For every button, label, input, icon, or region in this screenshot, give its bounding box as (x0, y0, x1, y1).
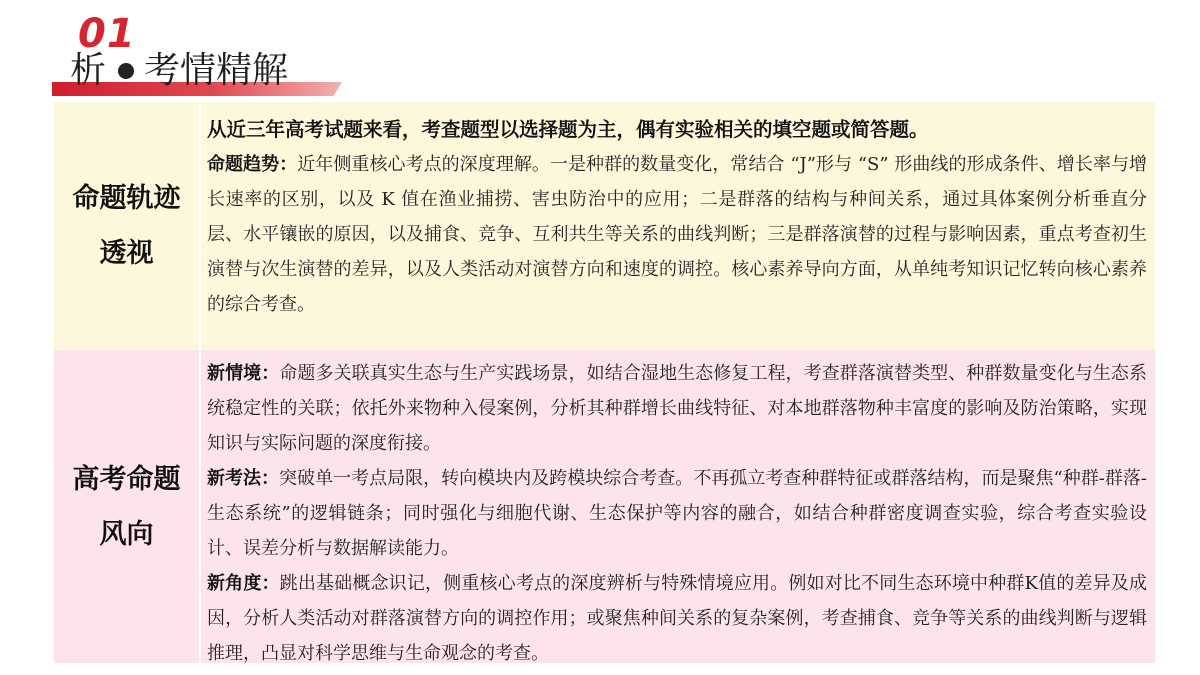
paragraph-text: 命题多关联真实生态与生产实践场景，如结合湿地生态修复工程，考查群落演替类型、种群数量变化与生态系统稳定性的关联；依托外来物种入侵案例，分析其种群增长曲线特征、对本地群落物种丰富度的影响及防治策略，实现知识与实际问题的深度衔接。 (207, 363, 1148, 454)
section-title (70, 49, 288, 93)
table-row-direction (54, 350, 1155, 663)
paragraph-term: 新角度： (207, 573, 280, 594)
row-content (201, 350, 1155, 663)
paragraph-text: 突破单一考点局限，转向模块内及跨模块综合考查。不再孤立考查种群特征或群落结构，而是聚焦“种群-群落-生态系统”的逻辑链条；同时强化与细胞代谢、生态保护等内容的融合，如结合种群密度调查实验，综合考查实验设计、误差分析与数据解读能力。 (207, 468, 1147, 559)
paragraph-text: 跳出基础概念识记，侧重核心考点的深度辨析与特殊情境应用。例如对比不同生态环境中种群K值的差异及成因，分析人类活动对群落演替方向的调控作用；或聚焦种间关系的复杂案例，考查捕食、竞争等关系的曲线判断与逻辑推理，凸显对科学思维与生命观念的考查。 (207, 573, 1147, 663)
paragraph-new-angle (207, 566, 1147, 663)
paragraph-new-method (207, 461, 1147, 566)
section-title-left: 析 (70, 50, 107, 91)
paragraph-new-context (207, 356, 1147, 461)
paragraph-text: 近年侧重核心考点的深度理解。一是种群的数量变化，常结合 “J”形与 “S” 形曲线的形成条件、增长率与增长速率的区别，以及 K 值在渔业捕捞、害虫防治中的应用；二是群落的结构与种间关系，通过具体案例分析垂直分层、水平镶嵌的原因，以及捕食、竞争、互利共生等关系的曲线判断；三是群落演替的过程与影响因素，重点考查初生演替与次生演替的差异，以及人类活动对演替方向和速度的调控。核心素养导向方面，从单纯考知识记忆转向核心素养的综合考查。 (207, 154, 1147, 315)
row-label-cell (54, 102, 201, 350)
row-content (201, 102, 1155, 350)
row-label: 高考命题风向 (72, 463, 181, 550)
bullet-dot-icon (118, 63, 134, 79)
analysis-table (54, 102, 1155, 663)
paragraph-trend (207, 147, 1147, 322)
table-row-trend (54, 102, 1155, 350)
row-label: 命题轨迹透视 (72, 183, 181, 269)
paragraph-term: 新情境： (207, 363, 280, 384)
lead-sentence: 从近三年高考试题来看，考查题型以选择题为主，偶有实验相关的填空题或简答题。 (207, 118, 929, 141)
section-number: 01 (78, 11, 136, 57)
row-label-cell (54, 350, 201, 663)
paragraph-term: 命题趋势： (207, 154, 298, 175)
section-title-right: 考情精解 (144, 50, 289, 91)
paragraph-term: 新考法： (207, 468, 280, 489)
section-header (0, 0, 1200, 100)
